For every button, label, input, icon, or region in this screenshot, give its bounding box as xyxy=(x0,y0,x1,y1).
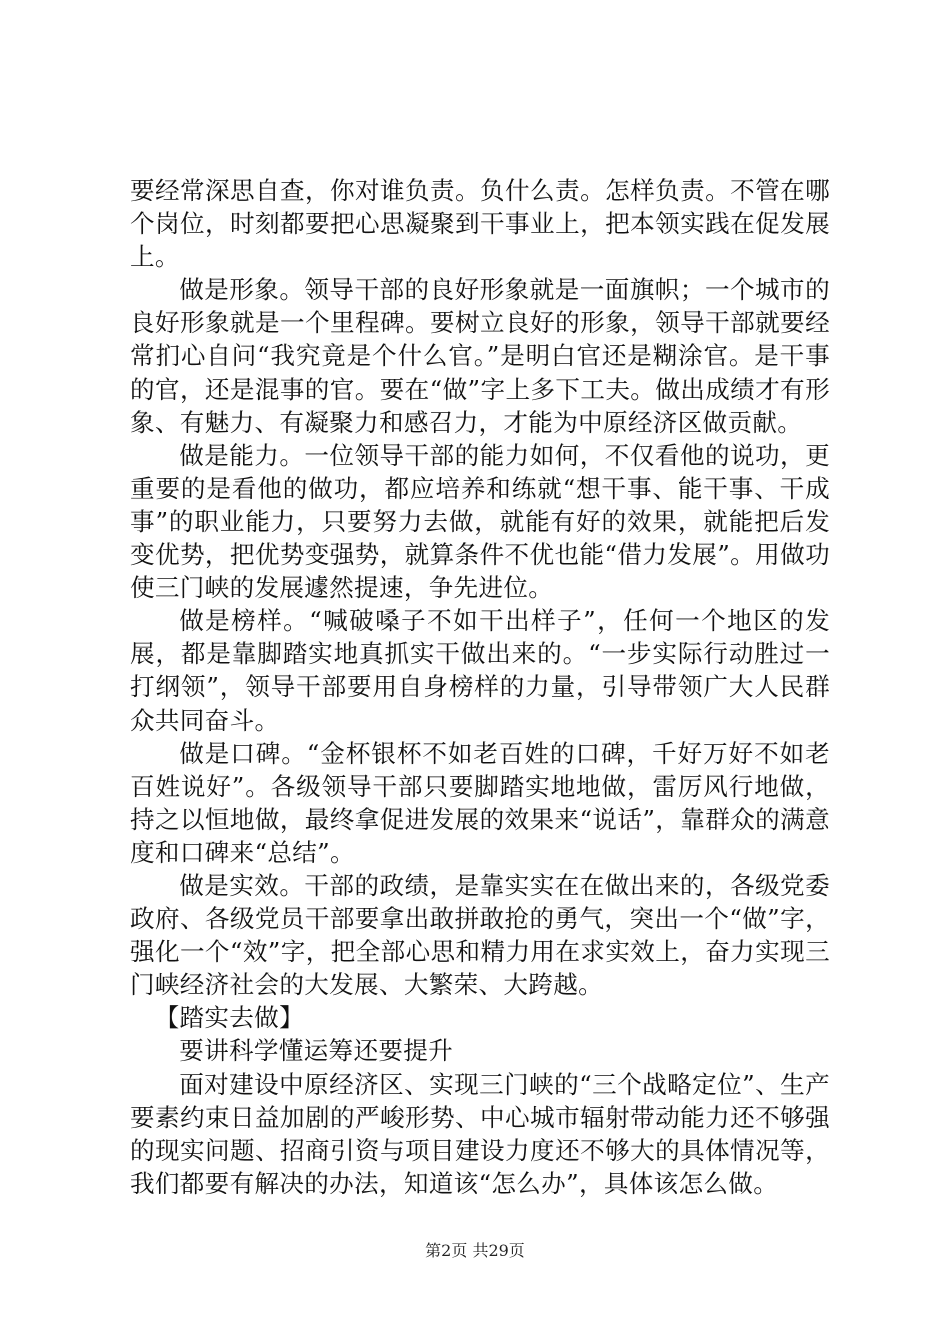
section-heading: 【踏实去做】 xyxy=(154,1003,304,1033)
page-number-label: 第2页 共29页 xyxy=(425,1241,525,1260)
paragraph-image: 做是形象。领导干部的良好形象就是一面旗帜；一个城市的良好形象就是一个里程碑。要树立良好的形象，领导干部就要经常扪心自问“我究竟是个什么官。”是明白官还是糊涂官。是干事的官，还是混事的官。要在“做”字上多下工夫。做出成绩才有形象、有魅力、有凝聚力和感召力，才能为中原经济区做贡献。 xyxy=(130,275,830,437)
paragraph-ability: 做是能力。一位领导干部的能力如何，不仅看他的说功，更重要的是看他的做功，都应培养和练就“想干事、能干事、干成事”的职业能力，只要努力去做，就能有好的效果，就能把后发变优势，把优势变强势，就算条件不优也能“借力发展”。用做功使三门峡的发展遽然提速，争先进位。 xyxy=(130,440,830,603)
paragraph-reputation: 做是口碑。“金杯银杯不如老百姓的口碑，千好万好不如老百姓说好”。各级领导干部只要脚踏实地地做，雷厉风行地做，持之以恒地做，最终拿促进发展的效果来“说话”，靠群众的满意度和口碑来“总结”。 xyxy=(130,738,830,867)
page-footer xyxy=(0,1241,950,1261)
paragraph-1: 要经常深思自查，你对谁负责。负什么责。怎样负责。不管在哪个岗位，时刻都要把心思凝聚到干事业上，把本领实践在促发展上。 xyxy=(130,176,830,272)
paragraph-results: 做是实效。干部的政绩，是靠实实在在做出来的，各级党委政府、各级党员干部要拿出敢拼敢抢的勇气，突出一个“做”字，强化一个“效”字，把全部心思和精力用在求实效上，奋力实现三门峡经济社会的大发展、大繁荣、大跨越。 xyxy=(130,870,830,1000)
paragraph-facing: 面对建设中原经济区、实现三门峡的“三个战略定位”、生产要素约束日益加剧的严峻形势、中心城市辐射带动能力还不够强的现实问题、招商引资与项目建设力度还不够大的具体情况等，我们都要有解决的办法，知道该“怎么办”，具体该怎么做。 xyxy=(130,1069,830,1198)
subheading: 要讲科学懂运筹还要提升 xyxy=(179,1036,454,1066)
paragraph-example: 做是榜样。“喊破嗓子不如干出样子”，任何一个地区的发展，都是靠脚踏实地真抓实干做出来的。“一步实际行动胜过一打纲领”，领导干部要用自身榜样的力量，引导带领广大人民群众共同奋斗。 xyxy=(130,606,830,735)
document-body xyxy=(130,174,830,1200)
